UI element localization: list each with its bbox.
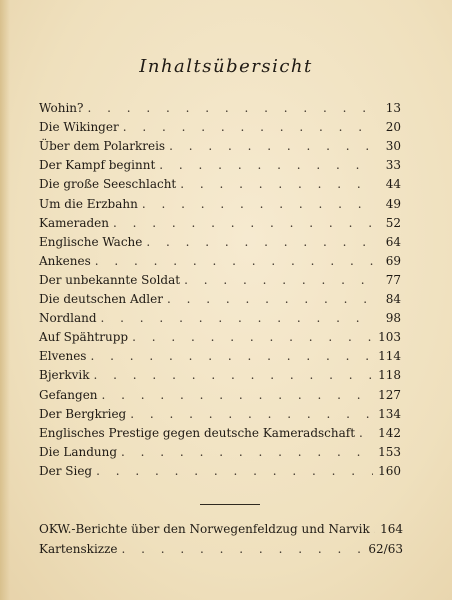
toc-page-number: 69 [385,253,401,268]
dot-leader [96,464,373,478]
toc-title: Elvenes [39,349,87,364]
section-divider [200,504,260,505]
toc-page-number: 164 [380,522,403,536]
toc-title: Gefangen [39,387,98,402]
toc-title: Englische Wache [39,234,143,249]
toc-row [39,115,401,134]
toc-page-number: 77 [385,272,401,287]
toc-page-number: 49 [385,196,401,211]
dot-leader [95,254,373,268]
toc-title: Die große Seeschlacht [39,177,177,192]
toc-page-number: 62/63 [368,542,403,556]
page-edge-shadow [0,0,10,600]
dot-leader [132,330,373,344]
toc-title: Nordland [39,311,97,326]
toc-title: Bjerkvik [39,368,90,383]
toc-title: Über dem Polarkreis [39,139,166,154]
dot-leader [113,216,373,230]
toc-page-number: 44 [385,177,401,192]
toc-row [39,382,401,401]
toc-title: Der Sieg [39,463,93,478]
dot-leader [101,311,373,325]
toc-page-number: 103 [378,330,401,345]
toc-row [39,287,401,306]
toc-title: Wohin? [39,101,84,116]
toc-page-number: 98 [385,311,401,326]
dot-leader [122,542,365,556]
dot-leader [167,292,373,306]
toc-page-number: 20 [385,120,401,135]
dot-leader [102,388,373,402]
toc-row [39,363,401,382]
toc-title: OKW.-Berichte über den Norwegenfeldzug und Narvik [39,522,370,536]
dot-leader [146,235,373,249]
page-title: Inhaltsübersicht [139,56,313,77]
toc-row [39,211,401,230]
dot-leader [130,407,373,421]
toc-row [39,440,401,459]
toc-page-number: 127 [378,387,401,402]
toc-title: Auf Spähtrupp [39,330,129,345]
toc-page-number: 134 [378,406,401,421]
toc-title: Englisches Prestige gegen deutsche Kameradschaft [39,425,356,440]
toc-page-number: 114 [378,349,401,364]
dot-leader [121,445,373,459]
toc-row [39,421,401,440]
toc-row [39,134,401,153]
dot-leader [159,158,373,172]
toc-row [39,306,401,325]
toc-row [39,344,401,363]
toc-page-number: 33 [385,158,401,173]
toc-row [39,459,401,478]
toc-title: Die deutschen Adler [39,292,163,307]
toc-row [39,153,401,172]
dot-leader [94,368,373,382]
toc-row [39,516,403,536]
toc-page-number: 153 [378,444,401,459]
toc-title: Der unbekannte Soldat [39,272,181,287]
toc-row [39,172,401,191]
appendix-list [39,516,403,556]
dot-leader [123,120,373,134]
toc-row [39,249,401,268]
toc-page-number: 13 [385,101,401,116]
toc-page-number: 118 [378,368,401,383]
dot-leader [90,349,373,363]
table-of-contents [39,96,401,478]
dot-leader [184,273,373,287]
toc-page-number: 52 [385,215,401,230]
toc-row [39,325,401,344]
toc-row [39,402,401,421]
dot-leader [359,426,373,440]
toc-row [39,268,401,287]
dot-leader [169,139,373,153]
dot-leader [180,177,373,191]
toc-title: Um die Erzbahn [39,196,138,211]
toc-title: Kartenskizze [39,542,118,556]
toc-title: Kameraden [39,215,110,230]
toc-title: Die Landung [39,444,118,459]
toc-title: Der Bergkrieg [39,406,127,421]
toc-row [39,96,401,115]
dot-leader [374,522,375,536]
toc-page-number: 142 [378,425,401,440]
toc-page-number: 30 [385,139,401,154]
toc-page-number: 84 [385,292,401,307]
toc-row [39,536,403,556]
dot-leader [142,197,373,211]
toc-title: Der Kampf beginnt [39,158,156,173]
toc-row [39,230,401,249]
toc-row [39,191,401,210]
toc-title: Die Wikinger [39,120,119,135]
toc-title: Ankenes [39,253,91,268]
toc-page-number: 64 [385,234,401,249]
dot-leader [87,101,373,115]
toc-page-number: 160 [378,463,401,478]
